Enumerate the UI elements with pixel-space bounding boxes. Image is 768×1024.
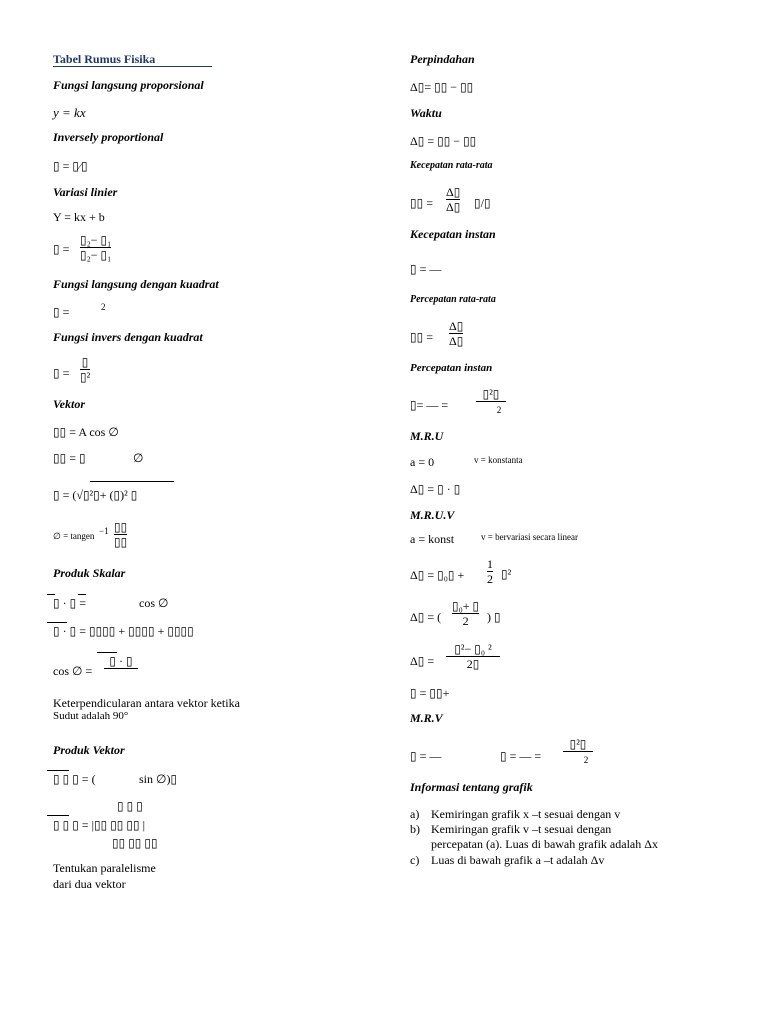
vector-arrow-cross (47, 770, 69, 771)
note-angle-90: Sudut adalah 90° (53, 710, 129, 722)
formula-mruv2-rhs: ) ▯ (487, 610, 501, 624)
formula-inverse-square-lhs: ▯ = (53, 366, 70, 380)
heading-time: Waktu (410, 106, 442, 120)
heading-mruv: M.R.U.V (410, 508, 455, 522)
avg-velocity-denominator: Δ▯ (446, 200, 461, 214)
formula-direct-square-exponent: 2 (101, 302, 106, 312)
formula-angle-lhs: ∅ = tangen (53, 531, 95, 541)
formula-mruv2-fraction (452, 600, 479, 627)
formula-avg-velocity-unit: ▯/▯ (474, 196, 491, 210)
heading-instant-velocity: Kecepatan instan (410, 227, 496, 241)
formula-instant-accel-fraction (476, 388, 506, 415)
heading-vector-product: Produk Vektor (53, 743, 125, 757)
formula-direct-square: ▯ = (53, 305, 70, 319)
heading-graph-info: Informasi tentang grafik (410, 780, 533, 794)
formula-instant-velocity: ▯ = — (410, 262, 442, 276)
vector-magnitude-overline (90, 481, 174, 482)
mruv3-numerator: ▯²− ▯₀ ² (454, 642, 492, 656)
formula-angle-exponent: −1 (99, 526, 109, 536)
formula-mruv2-lhs: Δ▯ = ( (410, 610, 442, 624)
formula-mruv3-fraction (446, 643, 500, 670)
formula-avg-accel-lhs: ▯▯ = (410, 330, 433, 344)
formula-vector-magnitude: ▯ = (√▯²▯+ (▯)² ▯ (53, 488, 138, 502)
cross-determinant-row2: ▯ ▯ ▯ = |▯▯ ▯▯ ▯▯ | (53, 818, 146, 832)
inverse-square-denominator: ▯² (80, 370, 91, 384)
formula-time: Δ▯ = ▯▯ − ▯▯ (410, 134, 477, 148)
graph-item-b-line2: percepatan (a). Luas di bawah grafik adalah Δx (431, 837, 658, 851)
cross-determinant-row1: ▯ ▯ ▯ (117, 799, 143, 813)
note-parallelism-1: Tentukan paralelisme (53, 861, 156, 875)
formula-avg-accel-fraction (449, 320, 463, 347)
angle-denominator: ▯▯ (114, 535, 128, 549)
heading-direct-square: Fungsi langsung dengan kuadrat (53, 277, 219, 291)
mru-acceleration: a = 0 (410, 455, 435, 469)
heading-inverse-proportional: Inversely proportional (53, 130, 164, 144)
formula-mruv1-lhs: Δ▯ = ▯₀▯ + (410, 568, 465, 582)
slope-numerator: ▯₂− ▯₁ (80, 233, 112, 247)
graph-item-a: Kemiringan grafik x –t sesuai dengan v (431, 807, 621, 821)
formula-inverse: ▯ = ▯⁄▯ (53, 159, 88, 173)
formula-scalar-product: ▯ · ▯ = (53, 596, 86, 610)
graph-item-a-marker: a) (410, 807, 420, 821)
mruv1-denominator: 2 (487, 572, 493, 586)
heading-inverse-square: Fungsi invers dengan kuadrat (53, 330, 203, 344)
formula-mruv4: ▯ = ▯▯+ (410, 686, 450, 700)
title-underline (53, 66, 212, 67)
vector-arrow-a (47, 594, 55, 595)
formula-cos-fraction (104, 655, 138, 670)
formula-scalar-components: ▯ · ▯ = ▯▯▯▯ + ▯▯▯▯ + ▯▯▯▯ (53, 624, 194, 638)
formula-mru: Δ▯ = ▯ · ▯ (410, 482, 461, 496)
mrv-numerator: ▯²▯ (569, 737, 587, 751)
formula-displacement: Δ▯= ▯▯ − ▯▯ (410, 80, 474, 94)
inverse-square-numerator: ▯ (81, 355, 89, 369)
angle-numerator: ▯▯ (114, 520, 128, 534)
formula-avg-velocity-lhs: ▯▯ = (410, 196, 433, 210)
mruv2-numerator: ▯₀+ ▯ (452, 599, 480, 613)
instant-accel-numerator: ▯²▯ (482, 387, 500, 401)
formula-cross-product-sin: sin ∅)▯ (139, 772, 178, 786)
formula-scalar-product-cos: cos ∅ (139, 596, 169, 610)
formula-mrv-fraction (563, 738, 593, 765)
formula-inverse-square-fraction (80, 356, 90, 383)
avg-accel-numerator: Δ▯ (449, 319, 464, 333)
cos-numerator: ▯ · ▯ (109, 654, 133, 668)
heading-direct-proportional: Fungsi langsung proporsional (53, 78, 204, 92)
note-parallelism-2: dari dua vektor (53, 877, 126, 891)
formula-y-kx: y = kx (53, 105, 86, 120)
heading-vector: Vektor (53, 397, 86, 411)
mruv1-numerator: 1 (487, 557, 493, 571)
formula-slope-lhs: ▯ = (53, 242, 70, 256)
vector-arrow-cos (97, 652, 117, 653)
mru-velocity-note: v = konstanta (474, 455, 523, 465)
heading-average-acceleration: Percepatan rata-rata (410, 294, 496, 305)
formula-angle-fraction (114, 521, 127, 548)
graph-item-c: Luas di bawah grafik a –t adalah Δv (431, 853, 605, 867)
vector-arrow-b (78, 594, 86, 595)
heading-mru: M.R.U (410, 429, 444, 443)
formula-cross-product: ▯ ▯ ▯ = ( (53, 772, 96, 786)
formula-mruv3-lhs: Δ▯ = (410, 654, 435, 668)
note-perpendicular: Keterpendicularan antara vektor ketika (53, 696, 240, 710)
mruv3-denominator: 2▯ (466, 657, 480, 671)
mrv-denominator: 2 (583, 755, 589, 765)
graph-item-c-marker: c) (410, 853, 420, 867)
instant-accel-denominator: 2 (496, 405, 502, 415)
mruv-velocity-note: v = bervariasi secara linear (481, 532, 579, 542)
vector-arrow-ab (47, 622, 67, 623)
graph-item-b-marker: b) (410, 822, 420, 836)
formula-vector-y-angle: ∅ (133, 451, 144, 465)
heading-linear-variation: Variasi linier (53, 185, 118, 199)
formula-instant-accel-lhs: ▯= — = (410, 398, 449, 412)
vector-arrow-determinant (47, 815, 69, 816)
slope-denominator: ▯₂− ▯₁ (80, 248, 112, 262)
heading-mrv: M.R.V (410, 711, 443, 725)
heading-average-velocity: Kecepatan rata-rata (410, 160, 493, 171)
formula-mrv-a: ▯ = — (410, 749, 442, 763)
avg-accel-denominator: Δ▯ (449, 334, 464, 348)
heading-instant-acceleration: Percepatan instan (410, 362, 493, 374)
formula-cos-lhs: cos ∅ = (53, 664, 93, 678)
formula-mruv1-rhs: ▯² (501, 567, 512, 581)
formula-mrv-b: ▯ = — = (500, 749, 542, 763)
formula-slope-fraction (80, 234, 111, 261)
formula-avg-velocity-fraction (446, 186, 460, 213)
formula-linear: Y = kx + b (53, 210, 105, 224)
page-title: Tabel Rumus Fisika (53, 52, 156, 66)
graph-item-b-line1: Kemiringan grafik v –t sesuai dengan (431, 822, 612, 836)
cross-determinant-row3: ▯▯ ▯▯ ▯▯ (112, 836, 158, 850)
heading-displacement: Perpindahan (410, 52, 475, 66)
formula-vector-x: ▯▯ = A cos ∅ (53, 425, 119, 439)
mruv2-denominator: 2 (462, 614, 469, 628)
formula-mruv1-fraction (487, 558, 493, 585)
heading-scalar-product: Produk Skalar (53, 566, 126, 580)
avg-velocity-numerator: Δ▯ (446, 185, 461, 199)
mruv-acceleration: a = konst (410, 532, 455, 546)
formula-vector-y: ▯▯ = ▯ (53, 451, 86, 465)
